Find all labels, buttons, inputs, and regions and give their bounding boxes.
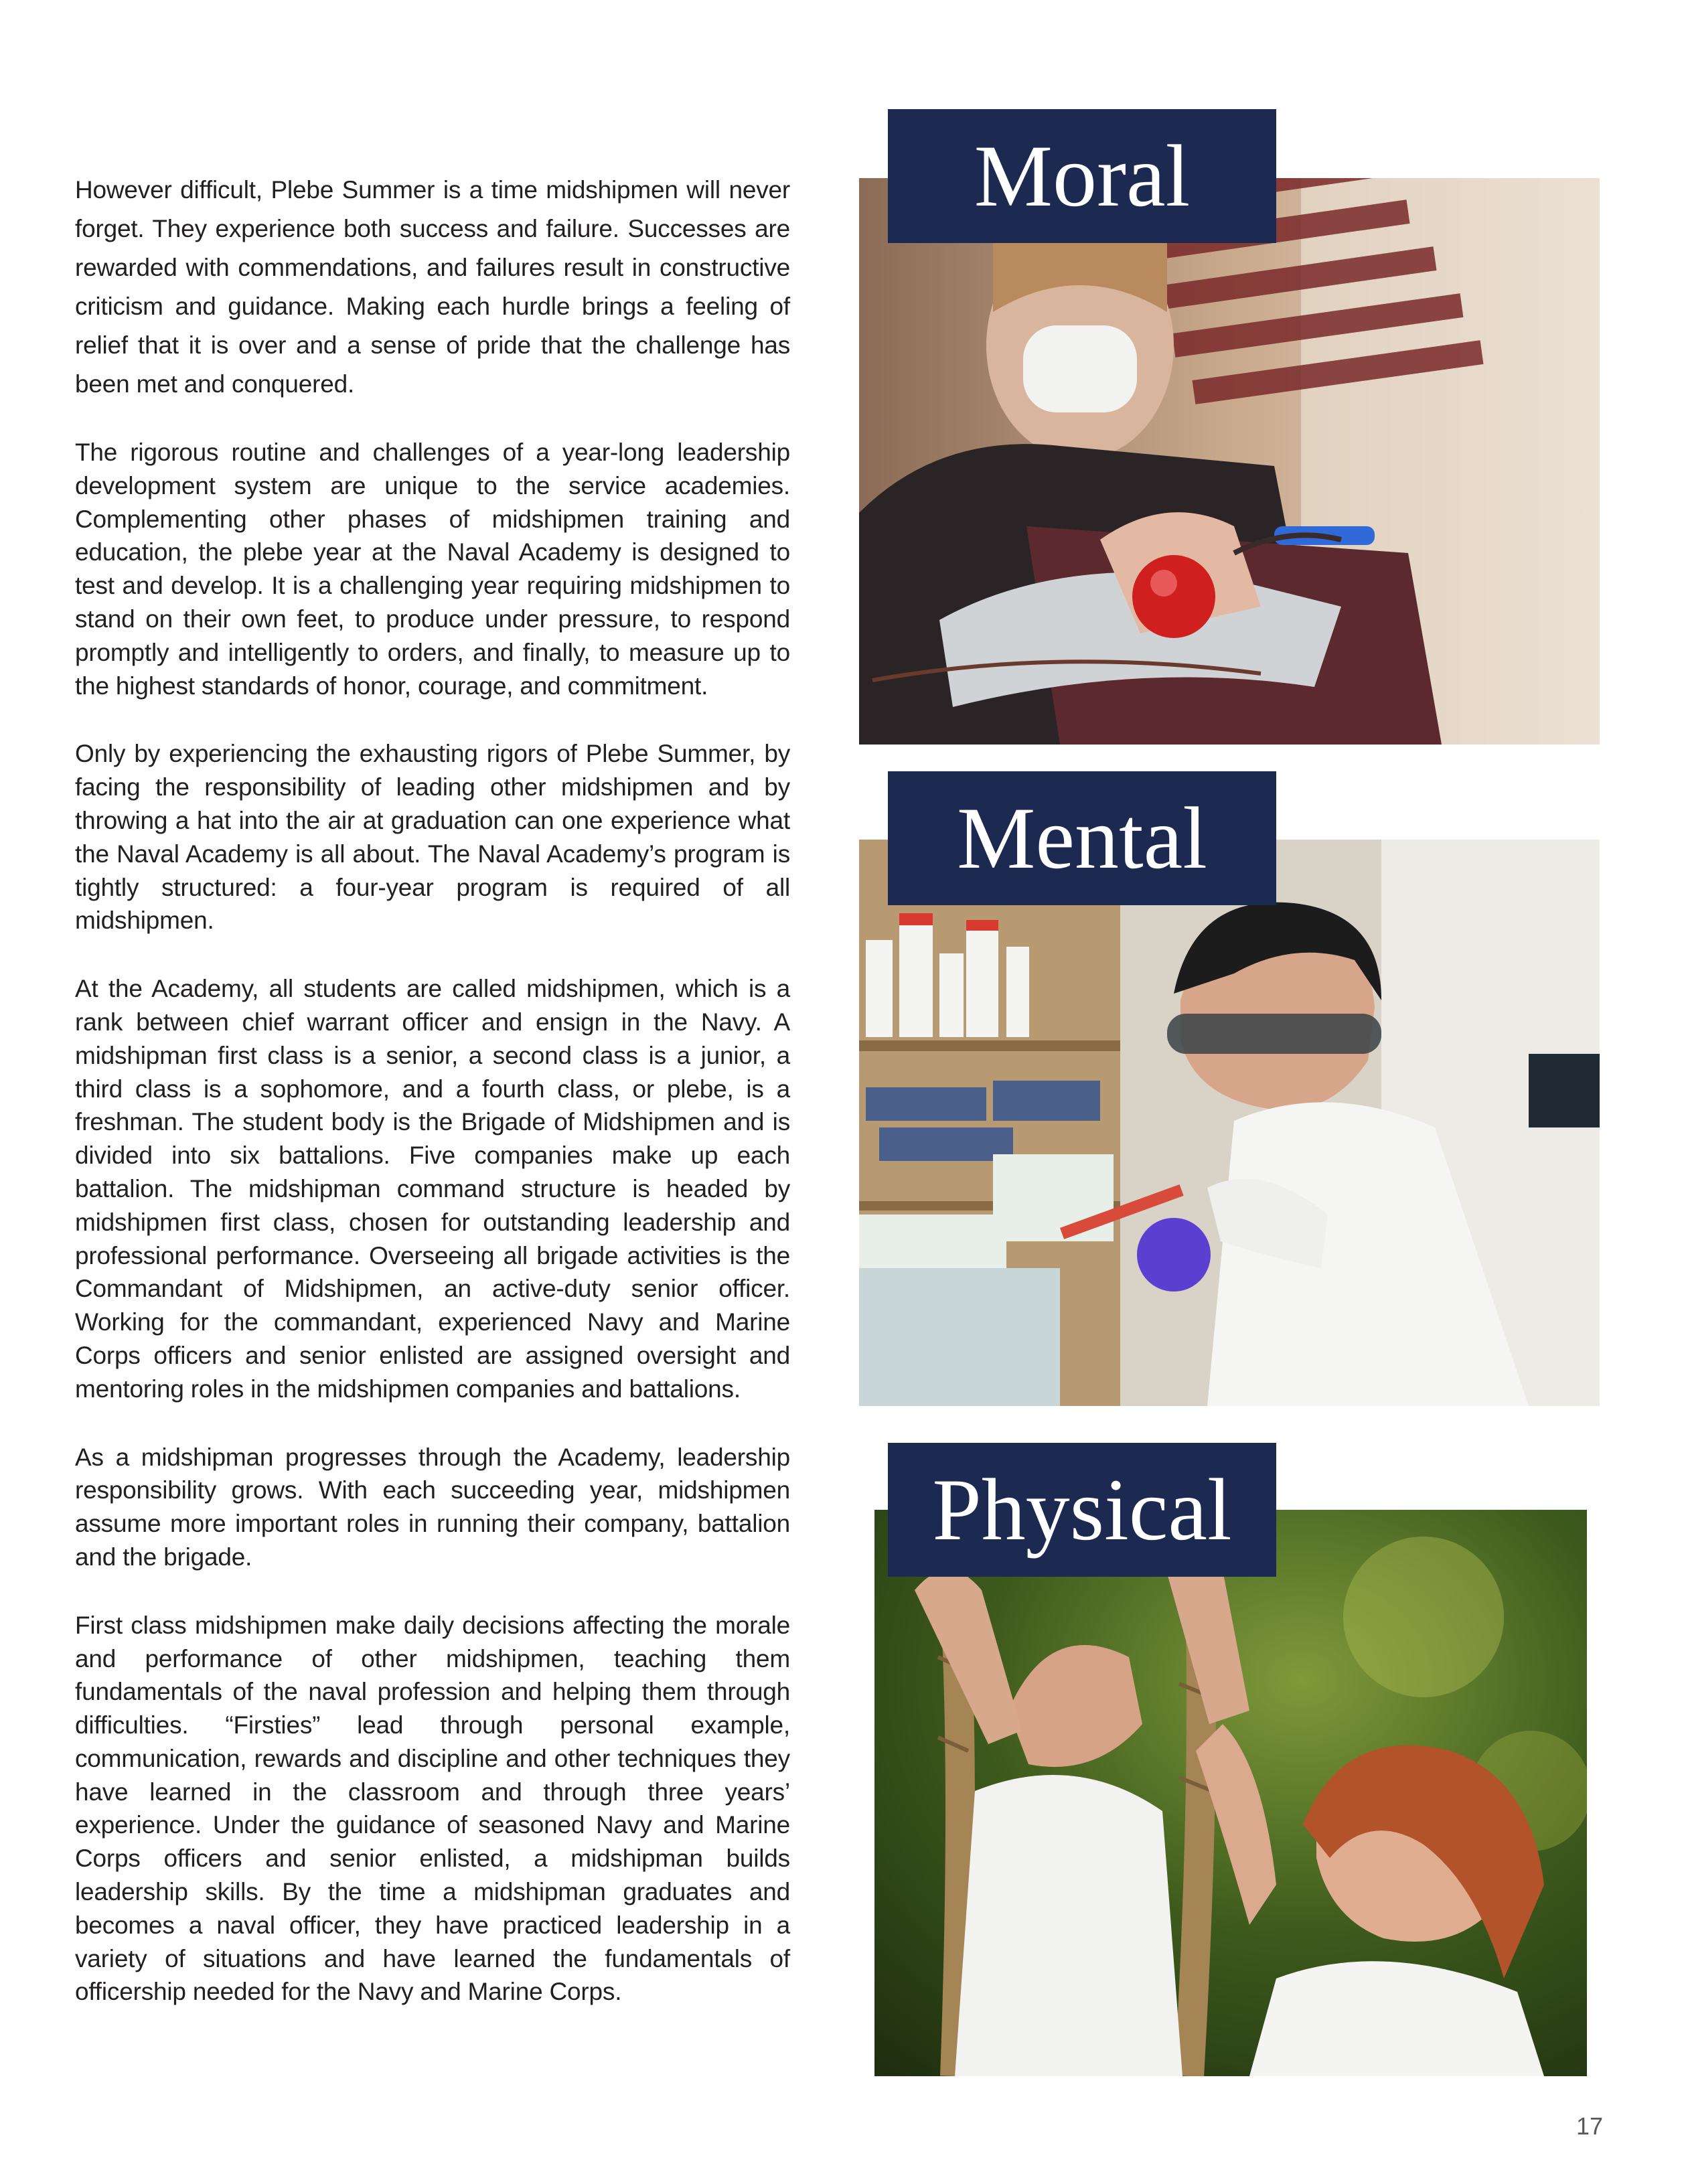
page-number: 17 bbox=[1576, 2112, 1603, 2140]
paragraph-progression: As a midshipman progresses through the Academy, leadership responsibility grows. With each succeeding year, midshipmen assume more important roles in running their company, battalion and the brigade. bbox=[75, 1443, 790, 1571]
paragraph-brigade-structure: At the Academy, all students are called midshipmen, which is a rank between chief warrant officer and ensign in the Navy. A midshipman first class is a senior, a second class is a junior, a third class is a sophomore, and a fourth class, or plebe, is a freshman. The student body is the Brigade of Midshipmen and is divided into six battalions. Five companies make up each battalion. The midshipman command structure is headed by midshipmen first class, chosen for outstanding leadership and professional performance. Overseeing all brigade activities is the Commandant of Midshipmen, an active-duty senior officer. Working for the commandant, experienced Navy and Marine Corps officers and senior enlisted are assigned oversight and mentoring roles in the midshipmen companies and battalions. bbox=[75, 975, 790, 1403]
paragraph-rigors: Only by experiencing the exhausting rigors of Plebe Summer, by facing the responsibility of leading other midshipmen and by throwing a hat into the air at graduation can one experience what the Naval Academy is all about. The Naval Academy’s program is tightly structured: a four-year program is required of all midshipmen. bbox=[75, 740, 790, 935]
paragraph-plebe-summer: However difficult, Plebe Summer is a time midshipmen will never forget. They experience both success and failure. Successes are rewarded with commendations, and failures result in constructive criticism and guidance. Making each hurdle brings a feeling of relief that it is over and a sense of pride that the challenge has been met and conquered. bbox=[75, 176, 790, 398]
paragraph-leadership-system: The rigorous routine and challenges of a year-long leadership development system are unique to the service academies. Complementing other phases of midshipmen training and education, the plebe year at the Naval Academy is designed to test and develop. It is a challenging year requiring midshipmen to stand on their own feet, to produce under pressure, to respond promptly and intelligently to orders, and finally, to measure up to the highest standards of honor, courage, and commitment. bbox=[75, 439, 790, 700]
paragraph-first-class: First class midshipmen make daily decisions affecting the morale and performance of other midshipmen, teaching them fundamentals of the naval profession and helping them through difficulties. “Firsties” lead through personal example, communication, rewards and discipline and other techniques they have learned in the classroom and through three years’ experience. Under the guidance of seasoned Navy and Marine Corps officers and senior enlisted, a midshipman builds leadership skills. By the time a midshipman graduates and becomes a naval officer, they have practiced leadership in a variety of situations and have learned the fundamentals of officership needed for the Navy and Marine Corps. bbox=[75, 1611, 790, 2006]
body-text-column bbox=[75, 171, 790, 2009]
mental-label: Mental bbox=[888, 771, 1276, 905]
physical-label: Physical bbox=[888, 1443, 1276, 1577]
moral-label: Moral bbox=[888, 109, 1276, 243]
moral-photo bbox=[859, 178, 1600, 745]
mental-photo bbox=[859, 840, 1600, 1406]
physical-photo bbox=[874, 1510, 1587, 2076]
